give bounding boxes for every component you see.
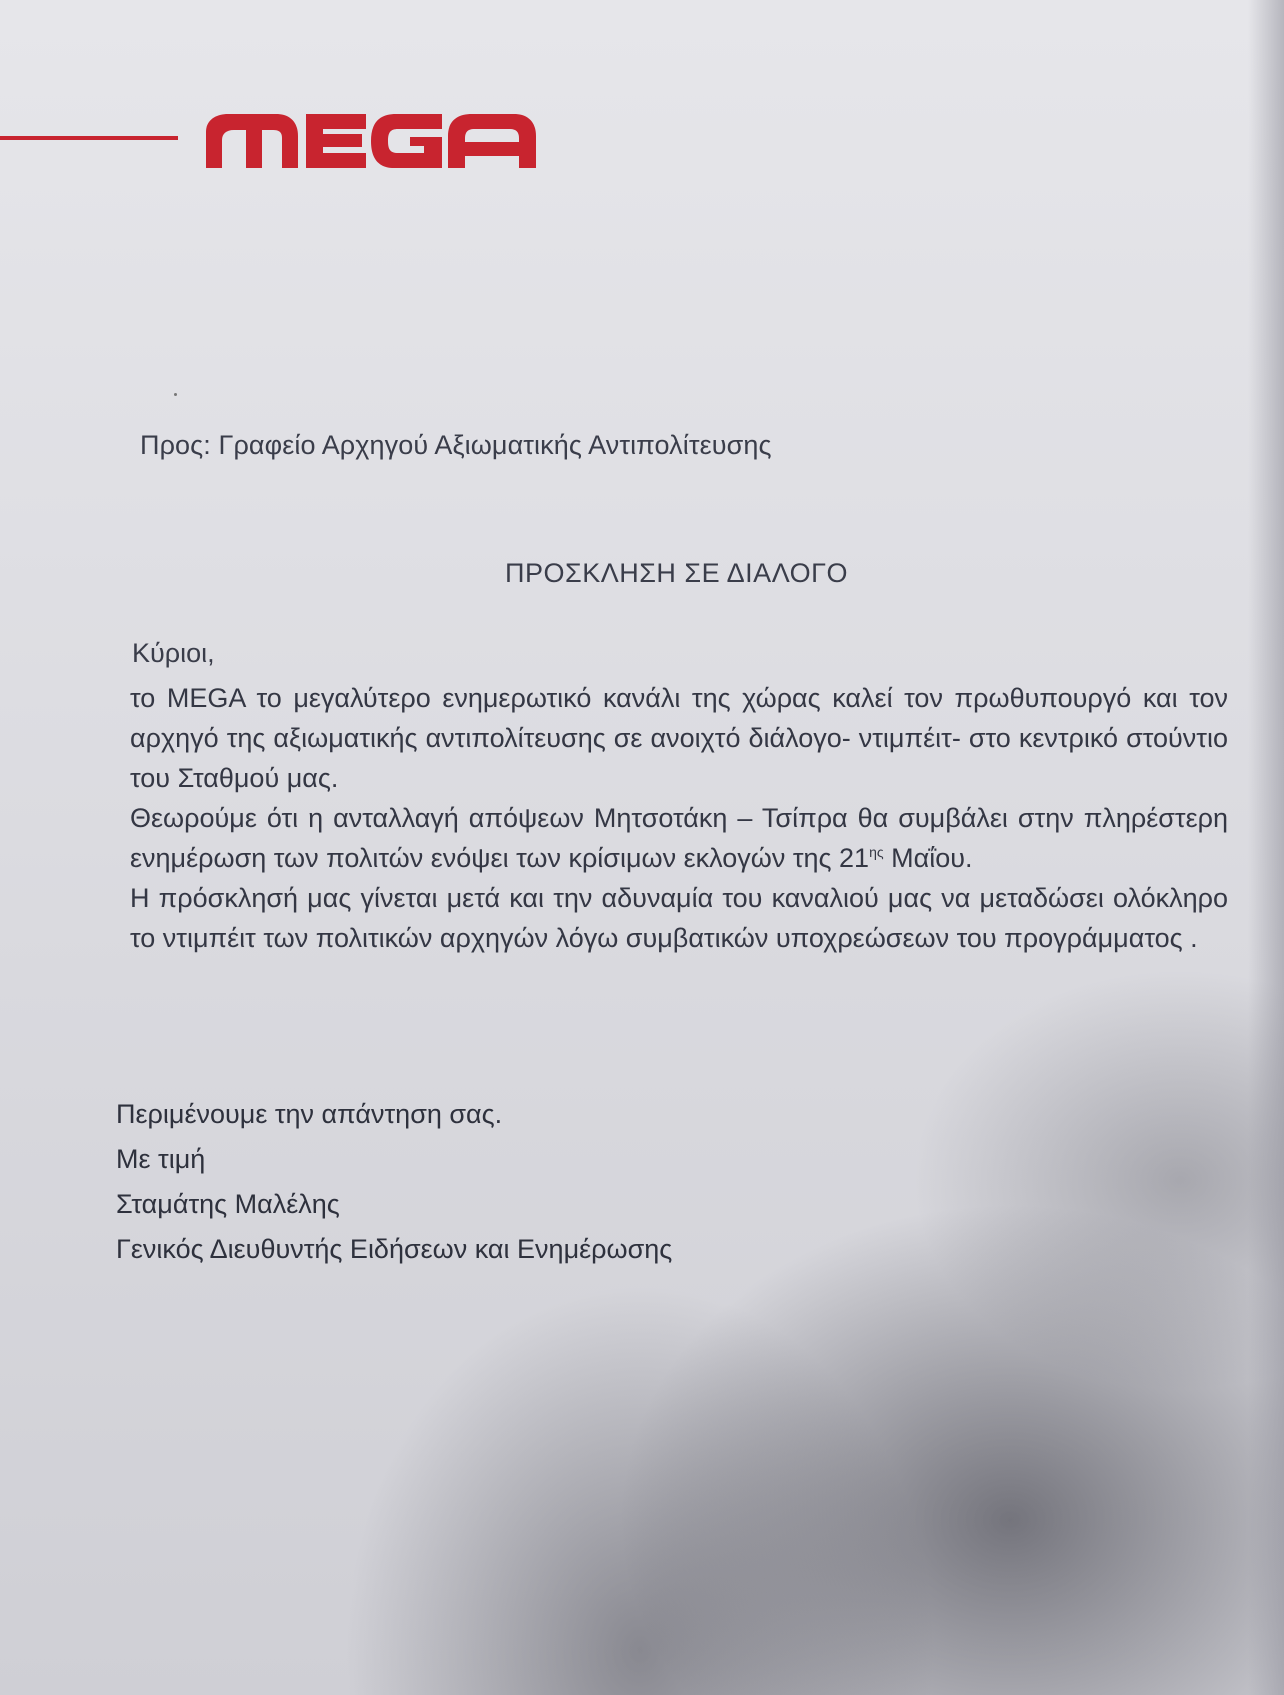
ordinal-superscript: ης	[869, 844, 884, 860]
body-paragraph-1: το MEGA το μεγαλύτερο ενημερωτικό κανάλι της χώρας καλεί τον πρωθυπουργό και τον αρχηγό της αξιωματικής αντιπολίτευσης σε ανοιχτό διάλογο- ντιμπέιτ- στο κεντρικό στούντιο του Σταθμού μας.	[130, 683, 1228, 793]
letter-title: ΠΡΟΣΚΛΗΣΗ ΣΕ ΔΙΑΛΟΓΟ	[505, 558, 849, 588]
signatory-title: Γενικός Διευθυντής Ειδήσεων και Ενημέρωσης	[116, 1234, 673, 1264]
body-paragraph-2-text: Θεωρούμε ότι η ανταλλαγή απόψεων Μητσοτάκη – Τσίπρα θα συμβάλει στην πληρέστερη ενημέρωση των πολιτών ενόψει των κρίσιμων εκλογών της 21	[130, 803, 1228, 873]
recipient-line: Προς: Γραφείο Αρχηγού Αξιωματικής Αντιπολίτευσης	[140, 430, 772, 460]
paper-speck	[174, 393, 177, 396]
letter-closing	[116, 1092, 672, 1272]
body-paragraph-2-end: Μαΐου.	[883, 843, 973, 873]
body-paragraph-3: Η πρόσκλησή μας γίνεται μετά και την αδυναμία του καναλιού μας να μεταδώσει ολόκληρο το ντιμπέιτ των πολιτικών αρχηγών λόγω συμβατικών υποχρεώσεων του προγράμματος .	[130, 883, 1228, 953]
salutation: Κύριοι,	[132, 638, 215, 668]
mega-logo	[206, 110, 536, 177]
body-paragraph-2	[130, 798, 1228, 878]
letterhead-rule	[0, 136, 178, 140]
letter-body	[130, 678, 1228, 958]
mega-logo-graphic	[206, 110, 536, 172]
paper-edge-shadow	[1248, 0, 1284, 1695]
await-reply-line: Περιμένουμε την απάντηση σας.	[116, 1099, 503, 1129]
signatory-name: Σταμάτης Μαλέλης	[116, 1189, 340, 1219]
regards-line: Με τιμή	[116, 1144, 206, 1174]
